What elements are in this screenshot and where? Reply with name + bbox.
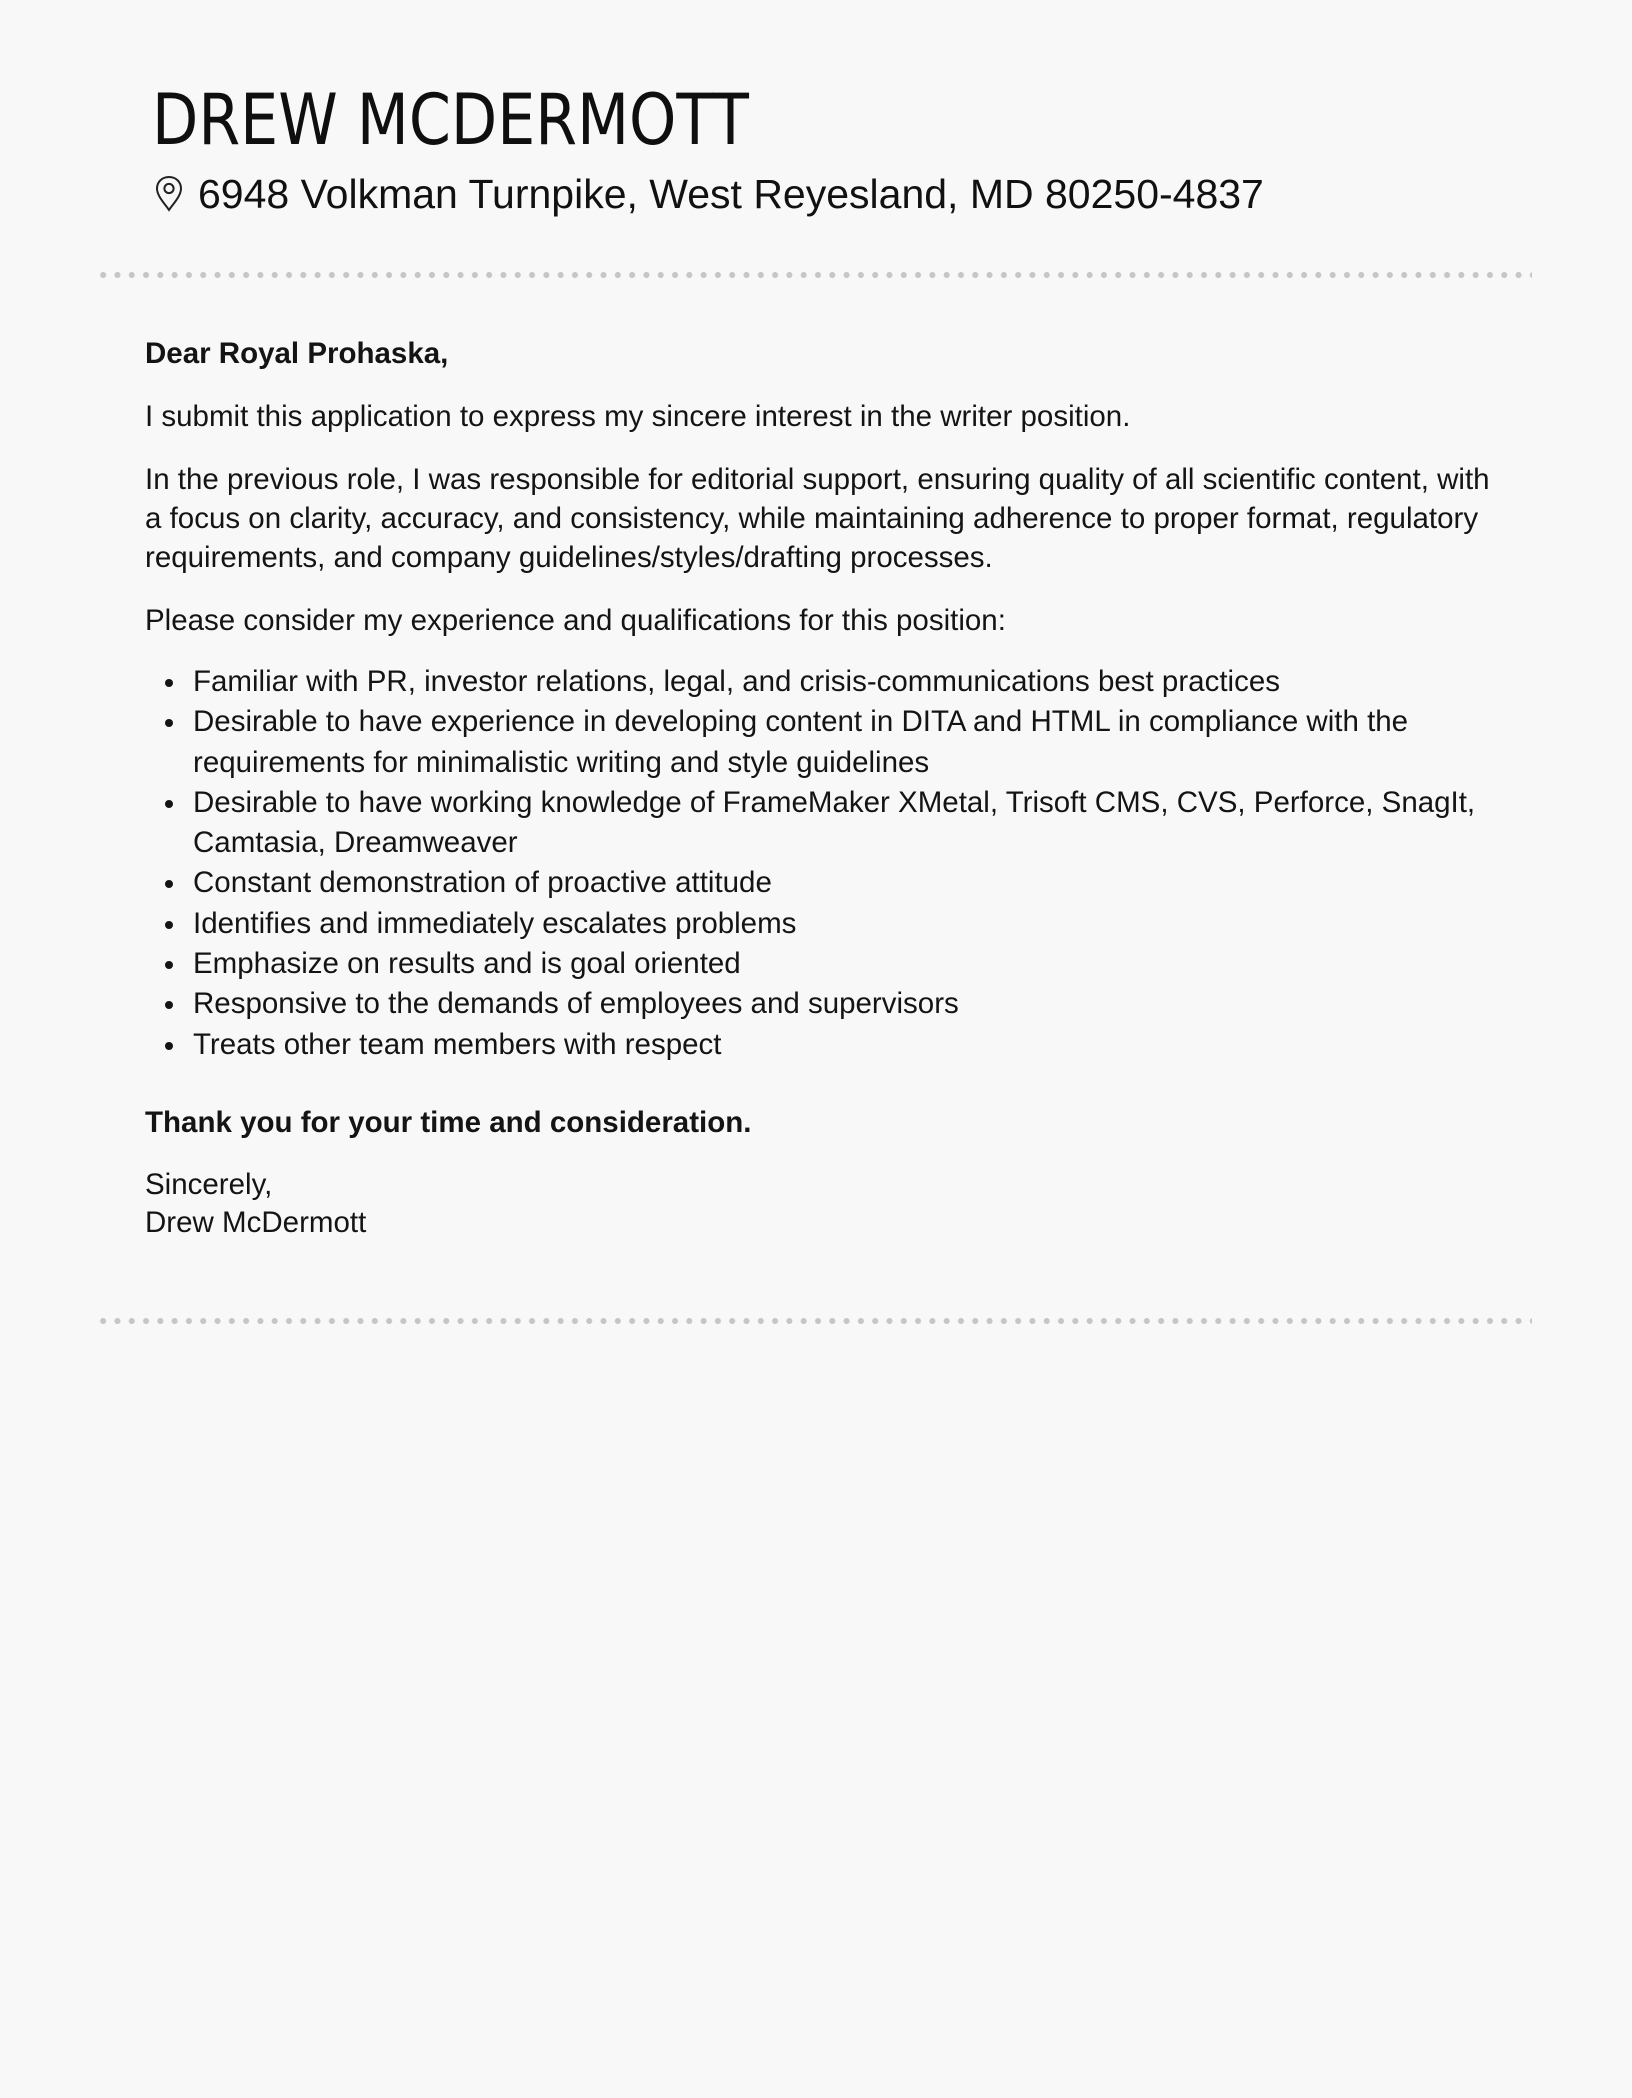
- top-dotted-divider: [96, 271, 1532, 279]
- list-item: Desirable to have experience in developing content in DITA and HTML in compliance with the requirements for minimalistic writing and style guidelines: [193, 702, 1495, 783]
- list-item: Familiar with PR, investor relations, legal, and crisis-communications best practices: [193, 662, 1495, 702]
- closing-phrase: Sincerely,: [145, 1167, 273, 1201]
- map-pin-icon: [152, 174, 186, 214]
- list-item: Desirable to have working knowledge of FrameMaker XMetal, Trisoft CMS, CVS, Perforce, SnagIt, Camtasia, Dreamweaver: [193, 783, 1495, 864]
- letter-header: [152, 78, 1552, 222]
- experience-paragraph: In the previous role, I was responsible for editorial support, ensuring quality of all scientific content, with a focus on clarity, accuracy, and consistency, while maintaining adherence to proper format, regulatory requirements, and company guidelines/styles/drafting processes.: [145, 463, 1490, 574]
- list-item: Identifies and immediately escalates problems: [193, 904, 1495, 944]
- signature-name: Drew McDermott: [145, 1205, 367, 1239]
- letter-body: [145, 334, 1495, 1242]
- thank-you-line: Thank you for your time and consideration.: [145, 1105, 752, 1139]
- qualifications-list: [145, 662, 1495, 1065]
- list-item: Responsive to the demands of employees and supervisors: [193, 984, 1495, 1024]
- salutation: Dear Royal Prohaska,: [145, 337, 449, 370]
- applicant-name: DREW MCDERMOTT: [152, 79, 749, 161]
- intro-paragraph: I submit this application to express my sincere interest in the writer position.: [145, 400, 1131, 433]
- list-item: Treats other team members with respect: [193, 1025, 1495, 1065]
- list-item: Emphasize on results and is goal oriented: [193, 944, 1495, 984]
- applicant-address: 6948 Volkman Turnpike, West Reyesland, MD 80250-4837: [198, 171, 1264, 217]
- list-item: Constant demonstration of proactive attitude: [193, 863, 1495, 903]
- bottom-dotted-divider: [96, 1317, 1532, 1325]
- qualifications-intro: Please consider my experience and qualifications for this position:: [145, 604, 1006, 637]
- signoff-block: [145, 1166, 1495, 1242]
- address-row: [152, 166, 1552, 222]
